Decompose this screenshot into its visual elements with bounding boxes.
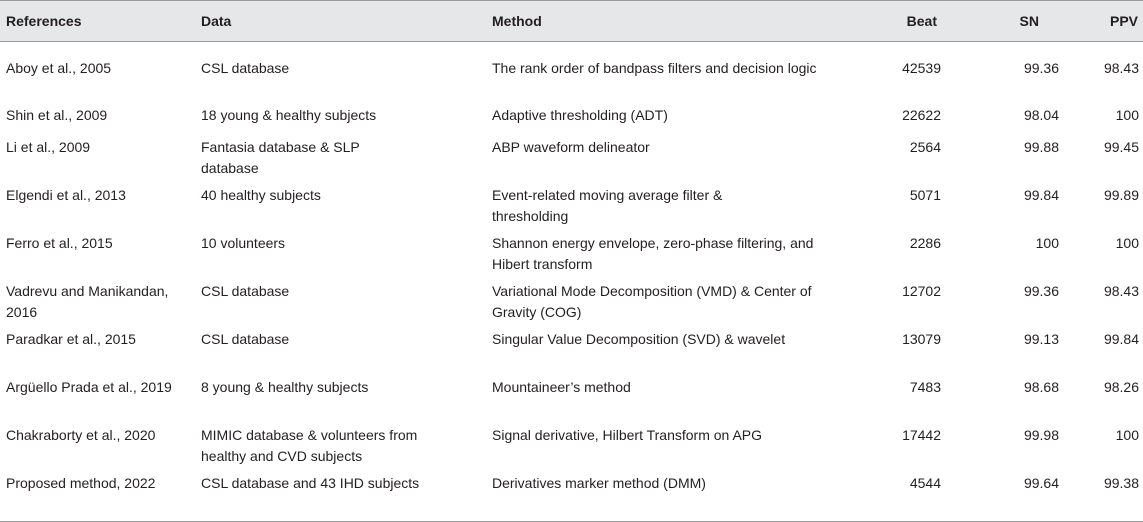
- table-row: [0, 425, 1143, 473]
- table-row: [0, 233, 1143, 281]
- cell-sn: 100: [1035, 235, 1059, 251]
- cell-method: Signal derivative, Hilbert Transform on APG: [492, 427, 763, 443]
- cell-method: Mountaineer’s method: [492, 379, 631, 395]
- cell-beat: 12702: [902, 283, 941, 299]
- table-row: [0, 473, 1143, 522]
- cell-ppv: 99.84: [1103, 331, 1139, 347]
- cell-method: Singular Value Decomposition (SVD) & wavelet: [492, 331, 786, 347]
- cell-sn: 99.64: [1023, 475, 1059, 491]
- table-row: [0, 329, 1143, 377]
- cell-beat: 7483: [909, 379, 941, 395]
- cell-reference: [0, 329, 199, 377]
- cell-data: [199, 137, 490, 185]
- cell-reference-text: Vadrevu and Manikandan, 2016: [6, 283, 169, 320]
- cell-sn: 99.88: [1023, 139, 1059, 155]
- cell-method-text: Variational Mode Decomposition (VMD) & Center of Gravity (COG): [492, 283, 812, 320]
- cell-reference: [0, 473, 199, 522]
- header-data: Data: [201, 12, 232, 29]
- cell-reference-text: Chakraborty et al., 2020: [6, 427, 156, 443]
- cell-method: [490, 233, 847, 281]
- cell-beat: 22622: [902, 107, 941, 123]
- cell-method: ABP waveform delineator: [492, 139, 650, 155]
- cell-reference-text: Elgendi et al., 2013: [6, 187, 126, 203]
- cell-reference: Aboy et al., 2005: [6, 60, 112, 76]
- cell-method: The rank order of bandpass filters and decision logic: [492, 60, 817, 76]
- cell-data-text: CSL database and 43 IHD subjects: [201, 475, 420, 491]
- cell-method: [490, 281, 847, 329]
- cell-sn: 99.13: [1023, 331, 1059, 347]
- header-row: [0, 1, 1143, 42]
- cell-method: [490, 185, 847, 233]
- header-sn: SN: [1019, 12, 1039, 29]
- cell-data: CSL database: [201, 60, 290, 76]
- cell-ppv: 98.43: [1103, 283, 1139, 299]
- cell-data: 40 healthy subjects: [201, 187, 321, 203]
- header-ppv: PPV: [1109, 12, 1138, 29]
- cell-reference-text: Paradkar et al., 2015: [6, 331, 136, 347]
- cell-ppv: 99.89: [1103, 187, 1139, 203]
- header-method: Method: [492, 12, 542, 29]
- cell-ppv: 98.43: [1103, 60, 1139, 76]
- cell-sn: 98.68: [1023, 379, 1059, 395]
- cell-method: Derivatives marker method (DMM): [492, 475, 706, 491]
- cell-beat: 4544: [909, 475, 941, 491]
- cell-reference: [0, 425, 199, 473]
- cell-sn: 99.98: [1023, 427, 1059, 443]
- cell-ppv: 100: [1115, 427, 1139, 443]
- cell-ppv: 99.38: [1103, 475, 1139, 491]
- table-row: [0, 281, 1143, 329]
- cell-beat: 5071: [909, 187, 941, 203]
- cell-beat: 13079: [902, 331, 941, 347]
- cell-reference-text: Argüello Prada et al., 2019: [6, 379, 172, 395]
- table-row: [0, 377, 1143, 425]
- cell-sn: 99.84: [1023, 187, 1059, 203]
- cell-data: 8 young & healthy subjects: [201, 379, 369, 395]
- table-row: [0, 137, 1143, 185]
- cell-ppv: 99.45: [1103, 139, 1139, 155]
- cell-data: 18 young & healthy subjects: [201, 107, 377, 123]
- table-header: [0, 1, 1143, 42]
- cell-ppv: 100: [1115, 107, 1139, 123]
- cell-reference: Shin et al., 2009: [6, 107, 108, 123]
- cell-reference: Li et al., 2009: [6, 139, 91, 155]
- cell-reference: [0, 185, 199, 233]
- cell-reference-text: Proposed method, 2022: [6, 475, 156, 491]
- cell-data-text: Fantasia database & SLP database: [201, 139, 360, 176]
- cell-beat: 17442: [902, 427, 941, 443]
- header-beat: Beat: [906, 12, 937, 29]
- cell-beat: 42539: [902, 60, 941, 76]
- cell-data: [199, 473, 490, 522]
- cell-beat: 2564: [909, 139, 941, 155]
- header-references: References: [6, 12, 82, 29]
- cell-method-text: Event-related moving average filter & thresholding: [492, 187, 723, 224]
- cell-ppv: 100: [1115, 235, 1139, 251]
- cell-reference: [0, 377, 199, 425]
- table-body: [0, 42, 1143, 522]
- cell-data-text: MIMIC database & volunteers from healthy and CVD subjects: [201, 427, 418, 464]
- cell-method: Adaptive thresholding (ADT): [492, 107, 668, 123]
- cell-beat: 2286: [909, 235, 941, 251]
- cell-data: CSL database: [201, 283, 290, 299]
- table-row: [0, 185, 1143, 233]
- cell-data: [199, 425, 490, 473]
- cell-data: CSL database: [201, 331, 290, 347]
- table-row: [0, 42, 1143, 106]
- cell-reference: [0, 281, 199, 329]
- table-row: [0, 105, 1143, 137]
- cell-sn: 99.36: [1023, 283, 1059, 299]
- cell-ppv: 98.26: [1103, 379, 1139, 395]
- cell-data: 10 volunteers: [201, 235, 286, 251]
- cell-sn: 98.04: [1023, 107, 1059, 123]
- cell-sn: 99.36: [1023, 60, 1059, 76]
- cell-method-text: Shannon energy envelope, zero-phase filtering, and Hibert transform: [492, 235, 814, 272]
- cell-reference: Ferro et al., 2015: [6, 235, 113, 251]
